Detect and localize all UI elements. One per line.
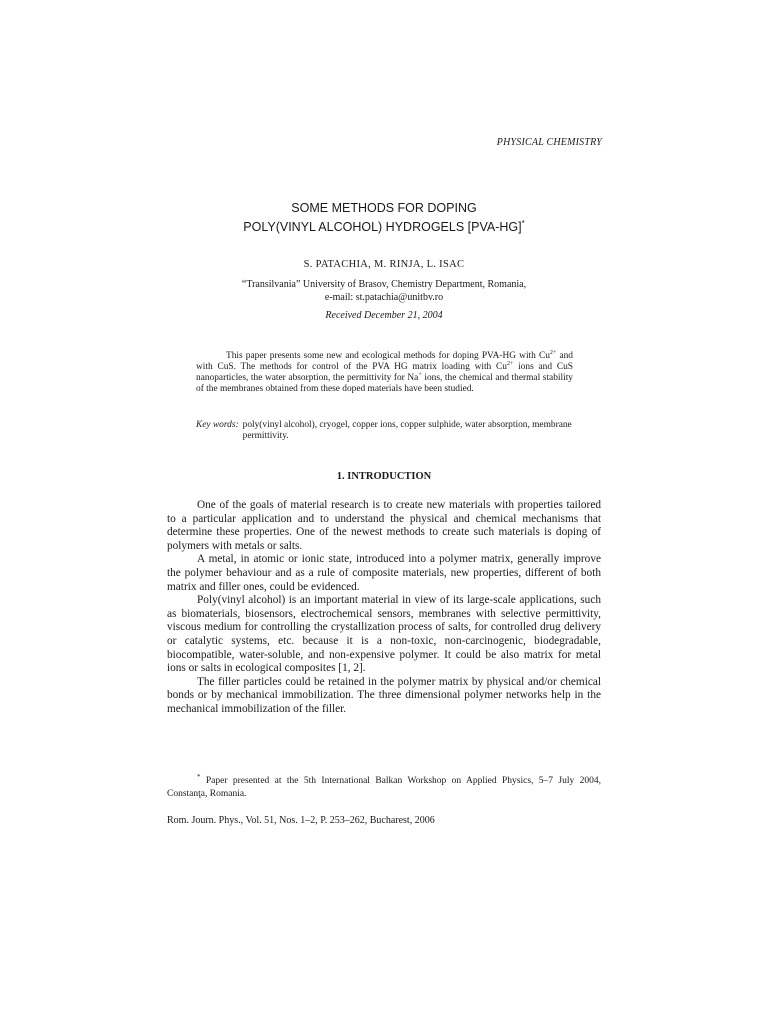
abstract-text-2: and with CuS. The methods for control of the PVA HG matrix loading with Cu: [196, 351, 573, 373]
footnote-paragraph: [167, 771, 601, 801]
affiliation: [0, 278, 768, 304]
title-line-2: [0, 216, 768, 235]
affiliation-line: “Transilvania” University of Brasov, Chemistry Department, Romania,: [241, 279, 527, 290]
abstract-text-1: This paper presents some new and ecological methods for doping PVA-HG with Cu: [226, 351, 550, 361]
keywords: [196, 420, 573, 442]
body-paragraph-4: The filler particles could be retained in the polymer matrix by physical and/or chemical bonds or by mechanical immobilization. The three dimensional polymer networks help in the mechanical immobilization of the filler.: [167, 675, 601, 715]
body-paragraph-3: Poly(vinyl alcohol) is an important material in view of its large-scale applications, such as biomaterials, biosensors, electrochemical sensors, membranes with selective permittivity, viscous medium for controlling the crystallization process of salts, for controlled drug delivery or catalytic systems, etc. because it is a non-toxic, non-carcinogenic, biodegradable, biocompatible, water-soluble, and non-expensive polymer. It could be also matrix for metal ions or salts in ecological composites [1, 2].: [167, 594, 601, 675]
title-line-2-text: POLY(VINYL ALCOHOL) HYDROGELS [PVA-HG]: [243, 220, 522, 235]
abstract-text-4: ions, the chemical and thermal stability of the membranes obtained from these doped materials have been studied.: [196, 373, 573, 395]
body-paragraph-2: A metal, in atomic or ionic state, introduced into a polymer matrix, generally improve the polymer behaviour and as a rule of composite materials, new properties, different of both matrix and filler ones, could be evidenced.: [167, 553, 601, 593]
superscript-na: +: [418, 372, 422, 379]
abstract-paragraph: [196, 351, 573, 395]
email: e-mail: st.patachia@unitbv.ro: [324, 292, 444, 303]
keywords-text: poly(vinyl alcohol), cryogel, copper ions, copper sulphide, water absorption, membrane permittivity.: [242, 420, 572, 442]
body-text: [167, 499, 601, 717]
section-heading: 1. INTRODUCTION: [336, 471, 432, 482]
keywords-row: [196, 420, 573, 442]
title-footnote-mark: *: [521, 219, 525, 228]
footnote-text: Paper presented at the 5th International Balkan Workshop on Applied Physics, 5–7 July 2004, Constanţa, Romania.: [167, 776, 601, 800]
superscript-cu-2: 2+: [506, 360, 514, 367]
received-date: Received December 21, 2004: [325, 310, 443, 321]
section-label: PHYSICAL CHEMISTRY: [496, 137, 602, 148]
body-paragraph-1: One of the goals of material research is to create new materials with properties tailored to a particular application and to understand the physical and chemical mechanisms that determine these properties. One of the newest methods to create such materials is doping of polymers with metals or salts.: [167, 499, 601, 552]
superscript-cu: 2+: [549, 349, 557, 356]
authors: S. PATACHIA, M. RINJA, L. ISAC: [303, 259, 465, 270]
footnote: [167, 771, 601, 801]
footnote-mark: *: [197, 773, 201, 781]
keywords-label: Key words:: [196, 420, 239, 430]
title-line-1: SOME METHODS FOR DOPING: [291, 201, 477, 215]
journal-reference: Rom. Journ. Phys., Vol. 51, Nos. 1–2, P. 253–262, Bucharest, 2006: [167, 815, 435, 826]
abstract: [196, 351, 573, 395]
paper-title: [0, 200, 768, 235]
abstract-text-3: ions and CuS nanoparticles, the water absorption, the permittivity for Na: [196, 362, 573, 384]
